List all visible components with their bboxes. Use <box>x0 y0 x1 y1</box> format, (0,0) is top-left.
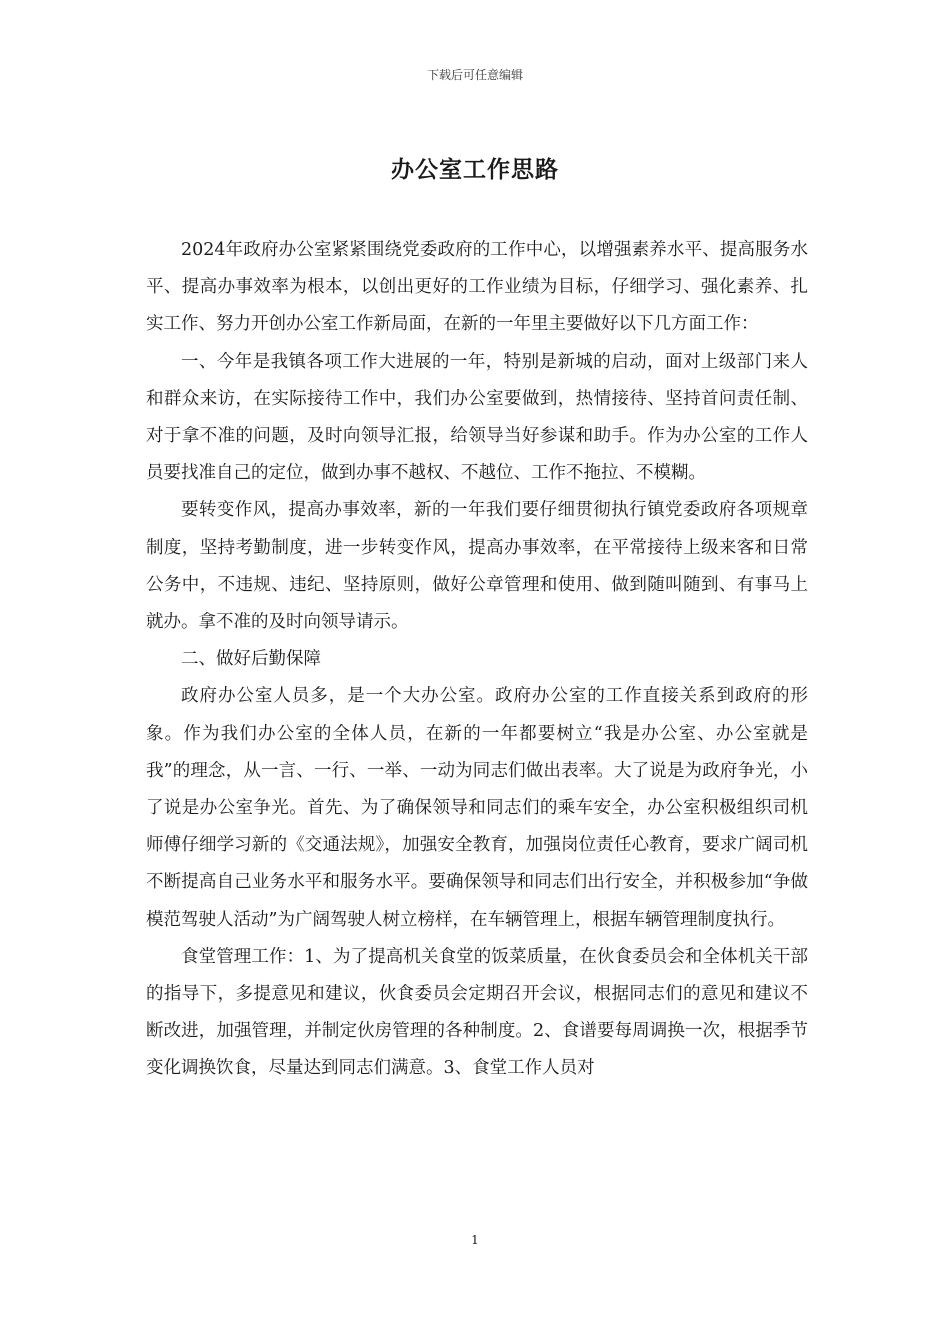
document-title: 办公室工作思路 <box>391 156 559 183</box>
paragraph-logistics: 政府办公室人员多，是一个大办公室。政府办公室的工作直接关系到政府的形象。作为我们办公室的全体人员，在新的一年都要树立“我是办公室、办公室就是我”的理念，从一言、一行、一举、一动为同志们做出表率。大了说是为政府争光，小了说是办公室争光。首先、为了确保领导和同志们的乘车安全，办公室积极组织司机师傅仔细学习新的《交通法规》，加强安全教育，加强岗位责任心教育，要求广阔司机不断提高自己业务水平和服务水平。要确保领导和同志们出行安全，并积极参加“争做模范驾驶人活动”为广阔驾驶人树立榜样，在车辆管理上，根据车辆管理制度执行。 <box>146 686 808 930</box>
paragraph-section-1: 一、今年是我镇各项工作大进展的一年，特别是新城的启动，面对上级部门来人和群众来访，在实际接待工作中，我们办公室要做到，热情接待、坚持首问责任制、对于拿不准的问题，及时向领导汇报，给领导当好参谋和助手。作为办公室的工作人员要找准自己的定位，做到办事不越权、不越位、工作不拖拉、不模糊。 <box>146 351 808 484</box>
paragraph-intro: 2024年政府办公室紧紧围绕党委政府的工作中心，以增强素养水平、提高服务水平、提高办事效率为根本，以创出更好的工作业绩为目标，仔细学习、强化素养、扎实工作、努力开创办公室工作新局面，在新的一年里主要做好以下几方面工作： <box>146 240 808 335</box>
document-body <box>146 232 808 1088</box>
page-number: 1 <box>471 1233 479 1247</box>
paragraph-canteen: 食堂管理工作：1、为了提高机关食堂的饭菜质量，在伙食委员会和全体机关干部的指导下，多提意见和建议，伙食委员会定期召开会议，根据同志们的意见和建议不断改进，加强管理，并制定伙房管理的各种制度。2、食谱要每周调换一次，根据季节变化调换饮食，尽量达到同志们满意。3、食堂工作人员对 <box>146 946 808 1079</box>
header-note: 下载后可任意编辑 <box>426 68 523 82</box>
section-heading-2: 二、做好后勤保障 <box>181 649 321 670</box>
paragraph-work-style: 要转变作风，提高办事效率，新的一年我们要仔细贯彻执行镇党委政府各项规章制度，坚持考勤制度，进一步转变作风，提高办事效率，在平常接待上级来客和日常公务中，不违规、违纪、坚持原则，做好公章管理和使用、做到随叫随到、有事马上就办。拿不准的及时向领导请示。 <box>146 500 808 633</box>
